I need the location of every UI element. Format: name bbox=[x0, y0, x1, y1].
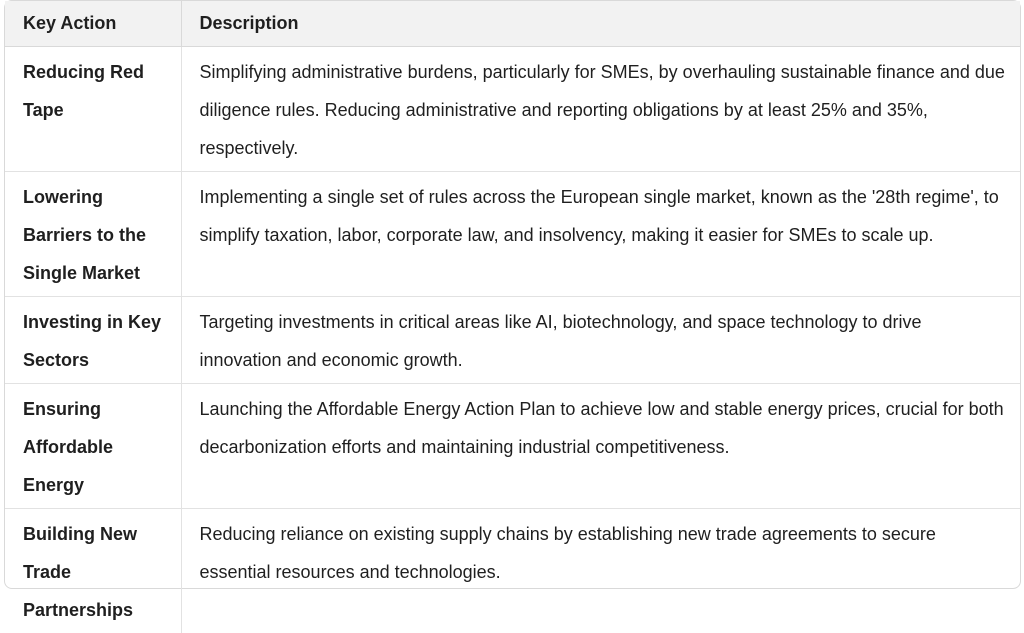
table-body bbox=[5, 47, 1020, 633]
table-row bbox=[5, 509, 1020, 633]
header-description: Description bbox=[181, 1, 1020, 47]
key-action-cell: Reducing Red Tape bbox=[5, 47, 181, 172]
description-cell: Reducing reliance on existing supply chains by establishing new trade agreements to secure essential resources and technologies. bbox=[181, 509, 1020, 633]
description-cell: Implementing a single set of rules across the European single market, known as the '28th regime', to simplify taxation, labor, corporate law, and insolvency, making it easier for SMEs to scale up. bbox=[181, 172, 1020, 297]
description-cell: Targeting investments in critical areas like AI, biotechnology, and space technology to drive innovation and economic growth. bbox=[181, 297, 1020, 384]
table-row bbox=[5, 297, 1020, 384]
header-row bbox=[5, 1, 1020, 47]
table-header bbox=[5, 1, 1020, 47]
key-action-cell: Investing in Key Sectors bbox=[5, 297, 181, 384]
key-action-cell: Lowering Barriers to the Single Market bbox=[5, 172, 181, 297]
table-row bbox=[5, 172, 1020, 297]
key-actions-table-container bbox=[4, 0, 1021, 589]
description-cell: Launching the Affordable Energy Action Plan to achieve low and stable energy prices, crucial for both decarbonization efforts and maintaining industrial competitiveness. bbox=[181, 384, 1020, 509]
key-action-cell: Building New Trade Partnerships bbox=[5, 509, 181, 633]
table-row bbox=[5, 384, 1020, 509]
key-action-cell: Ensuring Affordable Energy bbox=[5, 384, 181, 509]
description-cell: Simplifying administrative burdens, particularly for SMEs, by overhauling sustainable finance and due diligence rules. Reducing administrative and reporting obligations by at least 25% and 35%, respectively. bbox=[181, 47, 1020, 172]
header-key-action: Key Action bbox=[5, 1, 181, 47]
table-row bbox=[5, 47, 1020, 172]
key-actions-table bbox=[5, 1, 1020, 633]
